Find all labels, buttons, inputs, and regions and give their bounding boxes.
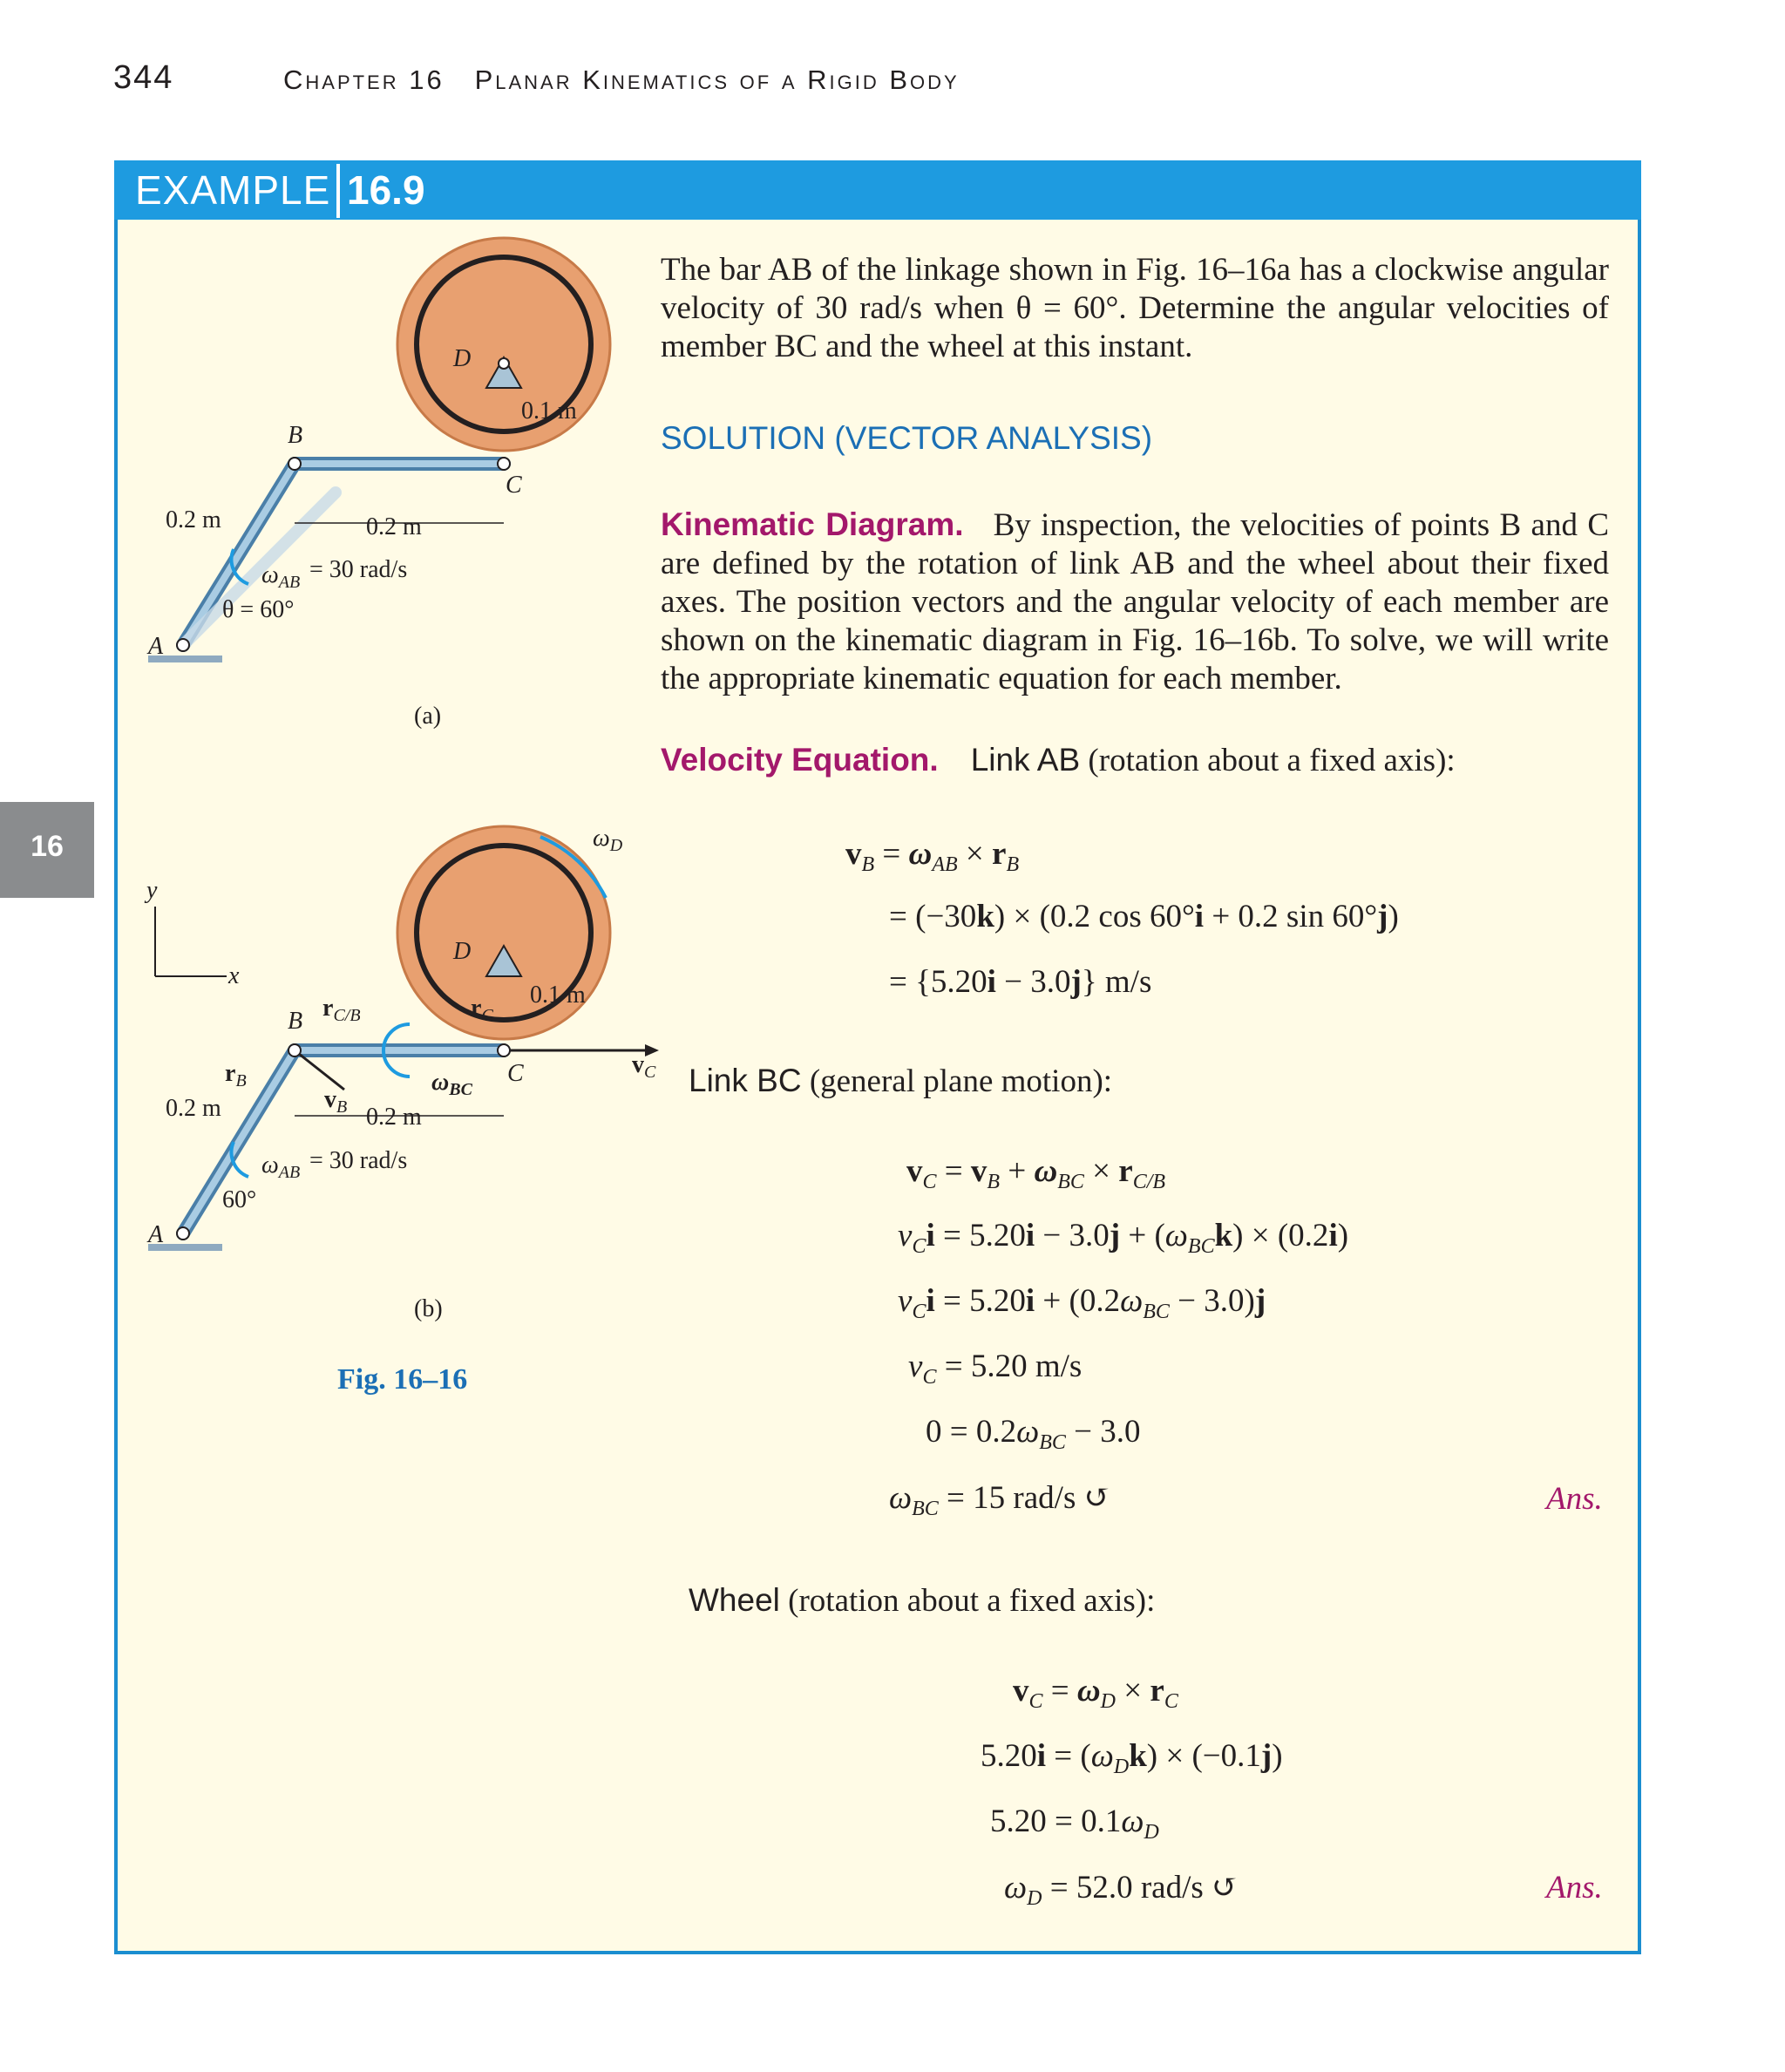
figure-b — [131, 819, 689, 1360]
wheel-line — [689, 1582, 1155, 1620]
axis-x-label: x — [228, 962, 240, 989]
axis-y-label: y — [146, 877, 158, 904]
label-a: A — [148, 1221, 164, 1248]
link-ab-label: Link AB — [970, 742, 1081, 778]
svg-text:vC: $v_C$ — [632, 1051, 656, 1082]
equation-vc-5: $0 = 0.2\omega_{BC} - 3.0$ — [926, 1414, 1141, 1454]
wheel-label: Wheel — [689, 1582, 780, 1618]
svg-text:ωD: $\omega_D$ — [593, 825, 623, 855]
label-len-bc: 0.2 m — [366, 513, 422, 540]
answer-label-1: Ans. — [1546, 1481, 1603, 1517]
label-radius: 0.1 m — [521, 397, 577, 425]
answer-label-2: Ans. — [1546, 1870, 1603, 1906]
ccw-arrow-icon: ↺ — [1211, 1870, 1239, 1906]
equation-vc-2: $v_Ci = 5.20i - 3.0j + (\omega_{BC}k) \times (0.2i)$ — [898, 1218, 1349, 1258]
figure-caption: Fig. 16–16 — [337, 1363, 468, 1396]
kinematic-text: By inspection, the velocities of points B and C are defined by the rotation of link AB and the wheel about their fixed axes. The position vectors and the angular velocity of each member are shown on the kinematic diagram in Fig. 16–16b. To solve, we will write the appropriate kinematic equation for each member. — [661, 507, 1610, 696]
eq5-lhs: 0 — [926, 1414, 942, 1450]
velocity-heading: Velocity Equation. — [661, 742, 939, 778]
wheel-disc — [397, 238, 610, 451]
svg-text:rC/B: $r_{C/B}$ — [322, 995, 361, 1025]
svg-text:vB: $v_B$ — [324, 1086, 348, 1117]
link-ab-desc: (rotation about a fixed axis): — [1088, 743, 1456, 778]
chapter-title: Planar Kinematics of a Rigid Body — [474, 65, 960, 95]
example-label: EXAMPLE — [135, 167, 331, 213]
label-angle: 60° — [222, 1186, 257, 1213]
label-c: C — [507, 1060, 524, 1087]
label-len-ab: 0.2 m — [166, 1095, 221, 1122]
link-bc-desc: (general plane motion): — [809, 1063, 1113, 1099]
equation-vc-4: $v_C = 5.20$ m/s — [908, 1348, 1083, 1389]
link-bc-label: Link BC — [689, 1063, 802, 1098]
example-number: 16.9 — [347, 167, 425, 213]
problem-statement: The bar AB of the linkage shown in Fig. 16–16a has a clockwise angular velocity of 30 rad/s when θ = 60°. Determine the angular velocities of member BC and the wheel at this instant. — [661, 252, 1609, 364]
equation-omega-bc: $\omega_{BC} = 15$ rad/s ↺ — [889, 1480, 1111, 1520]
svg-text:rB: $r_B$ — [225, 1060, 247, 1090]
example-divider — [336, 164, 340, 218]
equation-wheel-1: $v_C = \omega_D \times r_C$ — [1013, 1673, 1178, 1713]
label-c: C — [506, 472, 522, 499]
equation-vb-2: = (−30k) × (0.2 cos 60°i + 0.2 sin 60°j) — [889, 899, 1399, 934]
label-theta: θ = 60° — [222, 596, 295, 623]
equation-vb-1: $v_B = \omega_{AB} \times r_B$ — [845, 836, 1020, 876]
example-header-bar — [114, 160, 1641, 220]
svg-text:ωAB: $\omega_{AB}$ — [261, 1151, 301, 1182]
label-d: D — [453, 345, 472, 372]
ccw-arrow-icon: ↺ — [1083, 1480, 1111, 1516]
label-len-ab: 0.2 m — [166, 506, 221, 533]
kinematic-heading: Kinematic Diagram. — [661, 506, 964, 542]
label-radius: 0.1 m — [530, 982, 586, 1009]
equation-vc-1: $v_C = v_B + \omega_{BC} \times r_{C/B}$ — [906, 1153, 1166, 1193]
wheel-desc: (rotation about a fixed axis): — [788, 1583, 1156, 1619]
svg-text:ωAB: $\omega_{AB}$ — [261, 561, 301, 592]
omega-d-value: 52.0 rad/s — [1076, 1870, 1204, 1906]
vc-value: 5.20 m/s — [970, 1348, 1083, 1384]
label-a: A — [148, 633, 164, 660]
page-number: 344 — [113, 59, 174, 96]
label-omega-ab: = 30 rad/s — [309, 1147, 408, 1174]
label-d: D — [453, 938, 472, 965]
figure-b-label: (b) — [414, 1295, 443, 1322]
kinematic-diagram-paragraph — [661, 506, 1609, 698]
figure-a — [131, 235, 636, 741]
equation-vb-3: = {5.20i − 3.0j} m/s — [889, 964, 1152, 1000]
chapter-tab-label: 16 — [31, 830, 64, 863]
link-bc-line — [689, 1063, 1112, 1100]
chapter-number: Chapter 16 — [283, 65, 445, 95]
label-omega-ab: = 30 rad/s — [309, 556, 408, 583]
label-b: B — [288, 422, 303, 449]
running-header — [283, 65, 960, 96]
svg-text:rC: $r_C$ — [471, 995, 493, 1025]
equation-wheel-3: $5.20 = 0.1\omega_D$ — [990, 1804, 1159, 1844]
solution-title: SOLUTION (VECTOR ANALYSIS) — [661, 420, 1153, 456]
figure-a-label: (a) — [414, 703, 442, 730]
equation-vc-3: $v_Ci = 5.20i + (0.2\omega_{BC} - 3.0)j$ — [898, 1283, 1266, 1323]
equation-omega-d: $\omega_D = 52.0$ rad/s ↺ — [1004, 1870, 1239, 1910]
omega-bc-value: 15 rad/s — [973, 1480, 1076, 1516]
svg-text:ωBC: $\omega_{BC}$ — [431, 1069, 472, 1099]
velocity-equation-line — [661, 742, 1456, 779]
label-b: B — [288, 1008, 303, 1035]
label-len-bc: 0.2 m — [366, 1104, 422, 1131]
equation-wheel-2: $5.20i = (\omega_Dk) \times (-0.1j)$ — [981, 1738, 1283, 1778]
